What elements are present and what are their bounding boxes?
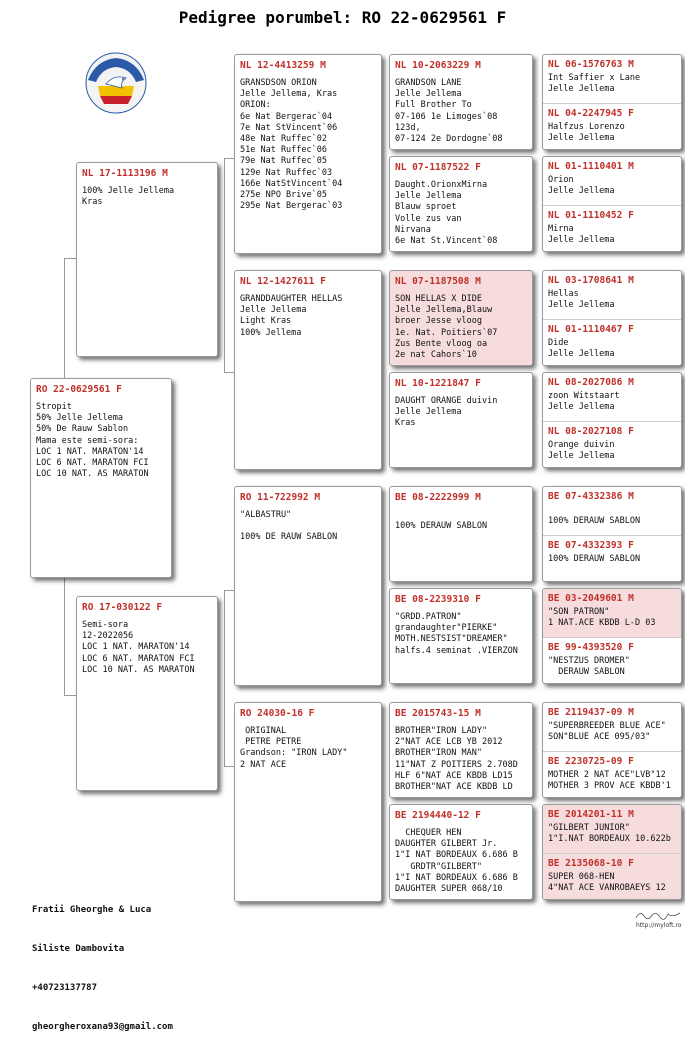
gen4-half-16[interactable] <box>543 853 681 900</box>
gen3-card-2[interactable] <box>389 156 533 252</box>
gen4-half-14[interactable] <box>543 751 681 798</box>
gen4-id: BE 2230725-09 F <box>548 756 634 767</box>
sire-card[interactable] <box>76 162 218 357</box>
gen4-id: NL 03-1708641 M <box>548 275 634 286</box>
owner-phone[interactable]: +40723137787 <box>32 983 98 993</box>
gen4-pair-6 <box>542 588 682 684</box>
subject-text: Stropit 50% Jelle Jellema 50% De Rauw Sablon Mama este semi-sora: LOC 1 NAT. MARATON'14 LOC 6 NAT. MARATON FCI LOC 10 NAT. AS MARATON <box>36 402 149 480</box>
gen4-pair-4 <box>542 372 682 468</box>
gen3-card-6[interactable] <box>389 588 533 684</box>
gen3-id: NL 07-1187508 M <box>395 276 481 287</box>
gen4-text: "NESTZUS DROMER" DERAUW SABLON <box>548 656 630 678</box>
gen4-half-2[interactable] <box>543 103 681 150</box>
gen4-id: NL 08-2027108 F <box>548 426 634 437</box>
gen3-card-5[interactable] <box>389 486 533 582</box>
gen4-text: 100% DERAUW SABLON <box>548 554 641 564</box>
subject-card[interactable] <box>30 378 172 578</box>
gen4-text: "SON PATRON" 1 NAT.ACE KBDB L-D 03 <box>548 607 656 629</box>
gen4-id: BE 03-2049601 M <box>548 593 634 604</box>
gen4-half-5[interactable] <box>543 271 681 319</box>
gen3-text: Daught.OrionxMirna Jelle Jellema Blauw sproet Volle zus van Nirvana 6e Nat St.Vincent`08 <box>395 180 498 247</box>
gen4-half-4[interactable] <box>543 205 681 252</box>
owner-email[interactable]: gheorgheroxana93@gmail.com <box>32 1022 173 1032</box>
gen2-id: RO 24030-16 F <box>240 708 315 719</box>
gen4-text: Orion Jelle Jellema <box>548 175 615 197</box>
gen4-id: NL 01-1110401 M <box>548 161 634 172</box>
gen4-half-6[interactable] <box>543 319 681 366</box>
gen4-id: NL 04-2247945 F <box>548 108 634 119</box>
gen4-id: BE 07-4332386 M <box>548 491 634 502</box>
gen4-half-9[interactable] <box>543 487 681 535</box>
gen4-half-10[interactable] <box>543 535 681 582</box>
owner-location: Siliste Dambovita <box>32 944 125 954</box>
gen4-pair-1 <box>542 54 682 150</box>
gen3-id: NL 10-2063229 M <box>395 60 481 71</box>
gen4-text: zoon Witstaart Jelle Jellema <box>548 391 620 413</box>
gen4-half-13[interactable] <box>543 703 681 751</box>
gen4-half-15[interactable] <box>543 805 681 853</box>
gen4-text: MOTHER 2 NAT ACE"LVB"12 MOTHER 3 PROV ACE KBDB'1 <box>548 770 671 792</box>
gen2-id: RO 11-722992 M <box>240 492 321 503</box>
gen4-id: BE 2119437-09 M <box>548 707 634 718</box>
gen4-id: NL 08-2027086 M <box>548 377 634 388</box>
page-title: Pedigree porumbel: RO 22-0629561 F <box>178 8 507 27</box>
federation-logo-icon <box>76 52 156 114</box>
dam-card[interactable] <box>76 596 218 791</box>
gen3-text: CHEQUER HEN DAUGHTER GILBERT Jr. 1"I NAT BORDEAUX 6.686 B GRDTR"GILBERT" 1"I NAT BORDEAUX 6.686 B DAUGHTER SUPER 068/10 <box>395 828 518 895</box>
gen3-card-4[interactable] <box>389 372 533 468</box>
gen4-text: Int Saffier x Lane Jelle Jellema <box>548 73 641 95</box>
gen2-card-1[interactable] <box>234 54 382 254</box>
gen2-text: "ALBASTRU" 100% DE RAUW SABLON <box>240 510 338 543</box>
gen4-pair-3 <box>542 270 682 366</box>
gen4-id: BE 2014201-11 M <box>548 809 634 820</box>
gen4-pair-2 <box>542 156 682 252</box>
gen3-id: NL 07-1187522 F <box>395 162 481 173</box>
gen4-id: BE 2135068-10 F <box>548 858 634 869</box>
gen4-id: NL 01-1110452 F <box>548 210 634 221</box>
gen4-half-1[interactable] <box>543 55 681 103</box>
gen4-pair-7 <box>542 702 682 798</box>
gen4-text: SUPER 068-HEN 4"NAT ACE VANROBAEYS 12 <box>548 872 666 894</box>
watermark-url[interactable]: http://myloft.ro <box>636 922 682 929</box>
dam-text: Semi-sora 12-2022056 LOC 1 NAT. MARATON'14 LOC 6 NAT. MARATON FCI LOC 10 NAT. AS MARATON <box>82 620 195 675</box>
sire-id: NL 17-1113196 M <box>82 168 168 179</box>
gen2-id: NL 12-4413259 M <box>240 60 326 71</box>
gen2-text: GRANSDSON ORION Jelle Jellema, Kras ORION: 6e Nat Bergerac`04 7e Nat StVincent`06 48e Nat Ruffec`02 51e Nat Ruffec`06 79e Nat Ruffec`05 129e Nat Ruffec`03 166e NatStVincent`04 275e NPO Brive`05 295e Nat Bergerac`03 <box>240 78 343 212</box>
gen3-id: BE 08-2222999 M <box>395 492 481 503</box>
gen2-card-3[interactable] <box>234 486 382 686</box>
gen4-half-8[interactable] <box>543 421 681 468</box>
gen2-card-2[interactable] <box>234 270 382 470</box>
gen4-text: 100% DERAUW SABLON <box>548 516 641 527</box>
gen4-id: NL 06-1576763 M <box>548 59 634 70</box>
gen2-text: ORIGINAL PETRE PETRE Grandson: "IRON LADY" 2 NAT ACE <box>240 726 348 770</box>
gen3-id: BE 08-2239310 F <box>395 594 481 605</box>
dam-id: RO 17-030122 F <box>82 602 163 613</box>
gen4-text: "SUPERBREEDER BLUE ACE" SON"BLUE ACE 095/03" <box>548 721 666 743</box>
owner-contact <box>32 878 173 1047</box>
gen4-half-3[interactable] <box>543 157 681 205</box>
gen4-text: Hellas Jelle Jellema <box>548 289 615 311</box>
signature-icon <box>634 908 682 922</box>
gen3-card-1[interactable] <box>389 54 533 150</box>
gen4-text: "GILBERT JUNIOR" 1"I.NAT BORDEAUX 10.622b <box>548 823 671 845</box>
gen4-pair-5 <box>542 486 682 582</box>
subject-id: RO 22-0629561 F <box>36 384 122 395</box>
gen2-card-4[interactable] <box>234 702 382 902</box>
gen3-card-8[interactable] <box>389 804 533 900</box>
gen3-card-3[interactable] <box>389 270 533 366</box>
gen3-id: BE 2015743-15 M <box>395 708 481 719</box>
gen4-half-12[interactable] <box>543 637 681 684</box>
gen4-text: Dide Jelle Jellema <box>548 338 615 360</box>
gen3-text: "GRDD.PATRON" grandaughter"PIERKE" MOTH.NESTSIST"DREAMER" halfs.4 seminat .VIERZON <box>395 612 518 656</box>
gen4-half-11[interactable] <box>543 589 681 637</box>
gen3-text: GRANDSON LANE Jelle Jellema Full Brother To 07-106 1e Limoges`08 123d, 07-124 2e Dordogne`08 <box>395 78 503 145</box>
gen4-text: Halfzus Lorenzo Jelle Jellema <box>548 122 625 144</box>
gen4-id: NL 01-1110467 F <box>548 324 634 335</box>
sire-text: 100% Jelle Jellema Kras <box>82 186 175 208</box>
gen4-pair-8 <box>542 804 682 900</box>
gen3-text: 100% DERAUW SABLON <box>395 521 488 532</box>
gen3-card-7[interactable] <box>389 702 533 798</box>
gen3-id: NL 10-1221847 F <box>395 378 481 389</box>
owner-name: Fratii Gheorghe & Luca <box>32 905 152 915</box>
gen3-text: DAUGHT ORANGE duivin Jelle Jellema Kras <box>395 396 498 429</box>
gen4-id: BE 07-4332393 F <box>548 540 634 551</box>
gen4-text: Orange duivin Jelle Jellema <box>548 440 615 462</box>
gen2-id: NL 12-1427611 F <box>240 276 326 287</box>
gen4-half-7[interactable] <box>543 373 681 421</box>
gen2-text: GRANDDAUGHTER HELLAS Jelle Jellema Light Kras 100% Jellema <box>240 294 343 338</box>
gen3-text: SON HELLAS X DIDE Jelle Jellema,Blauw broer Jesse vloog 1e. Nat. Poitiers`07 Zus Bente vloog oa 2e nat Cahors`10 <box>395 294 498 361</box>
gen4-id: BE 99-4393520 F <box>548 642 634 653</box>
gen3-text: BROTHER"IRON LADY" 2"NAT ACE LCB YB 2012 BROTHER"IRON MAN" 11"NAT Z POITIERS 2.708D HLF 6"NAT ACE KBDB LD15 BROTHER"NAT ACE KBDB LD <box>395 726 518 793</box>
gen4-text: Mirna Jelle Jellema <box>548 224 615 246</box>
gen3-id: BE 2194440-12 F <box>395 810 481 821</box>
